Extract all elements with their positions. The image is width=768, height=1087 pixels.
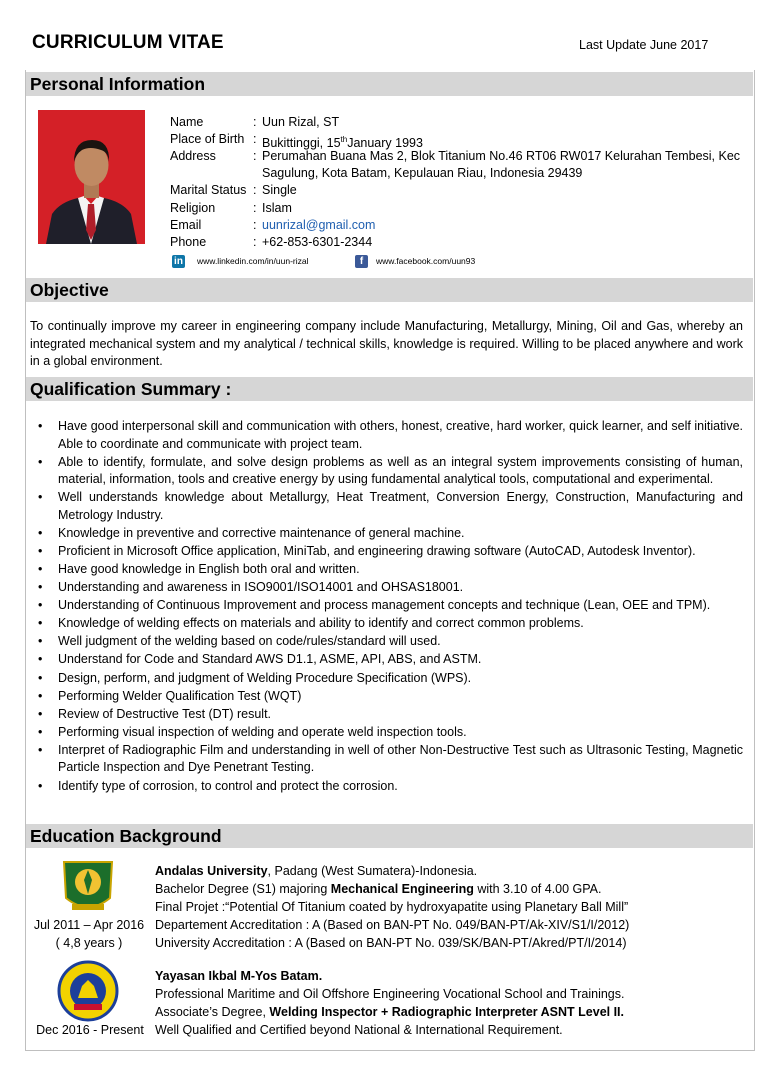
facebook-link[interactable]: www.facebook.com/uun93 xyxy=(376,256,476,266)
yayasan-degree-line xyxy=(155,1003,624,1021)
label: Place of Birth xyxy=(170,132,245,146)
andalas-name: Andalas University xyxy=(155,864,268,878)
qualification-item: • Have good knowledge in English both oral and written. xyxy=(30,561,743,579)
andalas-dept-accreditation: Departement Accreditation : A (Based on BAN-PT No. 049/BAN-PT/Ak-XIV/S1/I/2012) xyxy=(155,918,630,932)
colon: : xyxy=(253,132,257,146)
birth-month-year: January 1993 xyxy=(347,136,423,151)
qualification-item: • Understanding and awareness in ISO9001/ISO14001 and OHSAS18001. xyxy=(30,579,743,597)
yayasan-certification: Well Qualified and Certified beyond National & International Requirement. xyxy=(155,1023,563,1037)
linkedin-icon: in xyxy=(172,255,185,268)
qualification-item: • Knowledge in preventive and corrective maintenance of general machine. xyxy=(30,525,743,543)
label: Address xyxy=(170,149,216,163)
yayasan-school-logo xyxy=(56,960,120,1027)
andalas-univ-accreditation: University Accreditation : A (Based on BAN-PT No. 039/SK/BAN-PT/Akred/PT/I/2014) xyxy=(155,936,627,950)
value: Uun Rizal, ST xyxy=(262,115,340,129)
email-link[interactable]: uunrizal@gmail.com xyxy=(262,218,376,232)
degree-gpa: with 3.10 of 4.00 GPA. xyxy=(473,882,602,896)
andalas-dates: Jul 2011 – Apr 2016 xyxy=(33,918,145,932)
andalas-final-project: Final Projet :“Potential Of Titanium coated by hydroxyapatite using Planetary Ball Mill” xyxy=(155,900,629,914)
qualification-item: • Design, perform, and judgment of Welding Procedure Specification (WPS). xyxy=(30,670,743,688)
qualification-item: • Performing visual inspection of welding and operate weld inspection tools. xyxy=(30,724,743,742)
qualification-item: • Understanding of Continuous Improvement and process management concepts and technique (Lean, OEE and TPM). xyxy=(30,597,743,615)
qualification-item: • Understand for Code and Standard AWS D1.1, ASME, API, ABS, and ASTM. xyxy=(30,651,743,669)
qualification-item: • Able to identify, formulate, and solve design problems as well as an integral system improvements consisting of human, material, information, tools and creative energy by using fundamental analytical tools, computational and experimental. xyxy=(30,454,743,489)
value: Islam xyxy=(262,201,292,215)
andalas-location: , Padang (West Sumatera)-Indonesia. xyxy=(267,864,478,878)
section-header-personal: Personal Information xyxy=(26,72,753,96)
birth-day: Bukittinggi, 15 xyxy=(262,136,341,151)
value: Single xyxy=(262,183,297,197)
colon: : xyxy=(253,149,257,163)
birth-suffix: th xyxy=(340,135,348,144)
qualification-item: • Performing Welder Qualification Test (WQT) xyxy=(30,688,743,706)
qualification-list xyxy=(30,418,743,796)
section-header-objective: Objective xyxy=(26,278,753,302)
last-update: Last Update June 2017 xyxy=(579,38,709,52)
qualification-item: • Identify type of corrosion, to control and protect the corrosion. xyxy=(30,778,743,796)
andalas-name-line xyxy=(155,862,477,880)
objective-text: To continually improve my career in engineering company include Manufacturing, Metallurgy, Mining, Oil and Gas, whereby an integrated mechanical system and my analytical / technical skills, knowledge is required. Willing to be placed anywhere and work in a global environment. xyxy=(30,319,743,368)
qualification-item: • Interpret of Radiographic Film and understanding in well of other Non-Destructive Test such as Ultrasonic Testing, Magnetic Particle Inspection and Dye Penetrant Testing. xyxy=(30,742,743,777)
value-line-2: Sagulung, Kota Batam, Kepulauan Riau, Indonesia 29439 xyxy=(262,166,583,180)
colon: : xyxy=(253,235,257,249)
qualification-item: • Have good interpersonal skill and communication with others, honest, creative, hard worker, quick learner, and self initiative. Able to coordinate and communicate with project team. xyxy=(30,418,743,453)
yayasan-description: Professional Maritime and Oil Offshore Engineering Vocational School and Trainings. xyxy=(155,987,625,1001)
colon: : xyxy=(253,183,257,197)
label: Email xyxy=(170,218,202,232)
andalas-university-logo xyxy=(60,858,116,923)
colon: : xyxy=(253,218,257,232)
section-header-qualification: Qualification Summary : xyxy=(26,377,753,401)
colon: : xyxy=(253,201,257,215)
label: Phone xyxy=(170,235,207,249)
section-header-education: Education Background xyxy=(26,824,753,848)
label: Name xyxy=(170,115,204,129)
value-line-1: Perumahan Buana Mas 2, Blok Titanium No.46 RT06 RW017 Kelurahan Tembesi, Kec xyxy=(262,149,741,163)
yayasan-dates: Dec 2016 - Present xyxy=(36,1023,144,1037)
facebook-icon: f xyxy=(355,255,368,268)
yayasan-degree-title: Welding Inspector + Radiographic Interpreter ASNT Level II. xyxy=(269,1005,625,1019)
label: Religion xyxy=(170,201,216,215)
qualification-item: • Well understands knowledge about Metallurgy, Heat Treatment, Conversion Energy, Construction, Manufacturing and Metrology Industry. xyxy=(30,489,743,524)
yayasan-degree-prefix: Associate’s Degree, xyxy=(155,1005,270,1019)
andalas-duration: ( 4,8 years ) xyxy=(55,936,123,950)
degree-prefix: Bachelor Degree (S1) majoring xyxy=(155,882,331,896)
yayasan-name xyxy=(155,967,322,985)
profile-photo xyxy=(38,110,145,244)
label: Marital Status xyxy=(170,183,247,197)
degree-major: Mechanical Engineering xyxy=(330,882,474,896)
andalas-degree-line xyxy=(155,880,602,898)
value: +62-853-6301-2344 xyxy=(262,235,373,249)
cv-title: CURRICULUM VITAE xyxy=(32,32,224,53)
linkedin-link[interactable]: www.linkedin.com/in/uun-rizal xyxy=(197,256,309,266)
yayasan-name-text: Yayasan Ikbal M-Yos Batam. xyxy=(155,969,323,983)
qualification-item: • Knowledge of welding effects on materials and ability to identify and correct common problems. xyxy=(30,615,743,633)
colon: : xyxy=(253,115,257,129)
qualification-item: • Review of Destructive Test (DT) result. xyxy=(30,706,743,724)
qualification-item: • Well judgment of the welding based on code/rules/standard will used. xyxy=(30,633,743,651)
qualification-item: • Proficient in Microsoft Office application, MiniTab, and engineering drawing software (AutoCAD, Autodesk Inventor). xyxy=(30,543,743,561)
